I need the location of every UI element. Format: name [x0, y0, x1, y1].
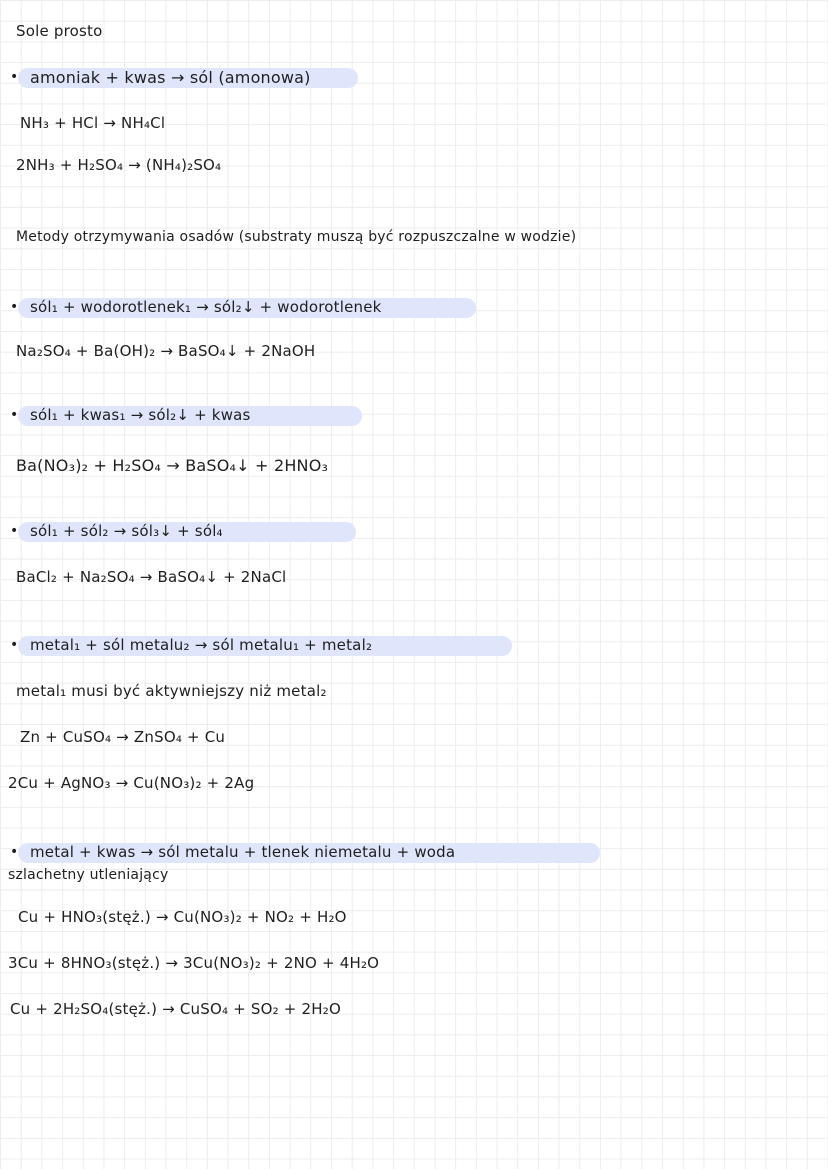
- ammonia-equation-2: 2NH₃ + H₂SO₄ → (NH₄)₂SO₄: [16, 156, 222, 174]
- bullet: •: [10, 299, 19, 315]
- methods-heading: Metody otrzymywania osadów (substraty muszą być rozpuszczalne w wodzie): [16, 229, 577, 245]
- bullet: •: [10, 844, 19, 860]
- ammonia-equation-1: NH₃ + HCl → NH₄Cl: [20, 114, 166, 132]
- metal-salt-equation-1: Zn + CuSO₄ → ZnSO₄ + Cu: [20, 728, 226, 746]
- page-title: Sole prosto: [16, 22, 103, 40]
- salt-salt-header: sól₁ + sól₂ → sól₃↓ + sól₄: [30, 522, 223, 540]
- metal-salt-equation-2: 2Cu + AgNO₃ → Cu(NO₃)₂ + 2Ag: [8, 774, 255, 792]
- bullet: •: [10, 407, 19, 423]
- noble-metal-header-line-2: szlachetny utleniający: [8, 867, 169, 883]
- salt-acid-example: Ba(NO₃)₂ + H₂SO₄ → BaSO₄↓ + 2HNO₃: [16, 456, 329, 475]
- noble-metal-equation-2: 3Cu + 8HNO₃(stęż.) → 3Cu(NO₃)₂ + 2NO + 4H₂O: [8, 954, 380, 972]
- ammonia-header: amoniak + kwas → sól (amonowa): [30, 68, 311, 87]
- noble-metal-equation-3: Cu + 2H₂SO₄(stęż.) → CuSO₄ + SO₂ + 2H₂O: [10, 1000, 341, 1018]
- bullet: •: [10, 523, 19, 539]
- salt-salt-example: BaCl₂ + Na₂SO₄ → BaSO₄↓ + 2NaCl: [16, 568, 287, 586]
- salt-base-example: Na₂SO₄ + Ba(OH)₂ → BaSO₄↓ + 2NaOH: [16, 342, 316, 360]
- salt-acid-header: sól₁ + kwas₁ → sól₂↓ + kwas: [30, 406, 251, 424]
- metal-salt-header: metal₁ + sól metalu₂ → sól metalu₁ + metal₂: [30, 636, 373, 654]
- metal-salt-condition: metal₁ musi być aktywniejszy niż metal₂: [16, 682, 327, 700]
- bullet: •: [10, 637, 19, 653]
- noble-metal-equation-1: Cu + HNO₃(stęż.) → Cu(NO₃)₂ + NO₂ + H₂O: [18, 908, 347, 926]
- salt-base-header: sól₁ + wodorotlenek₁ → sól₂↓ + wodorotlenek: [30, 298, 382, 316]
- bullet: •: [10, 69, 19, 85]
- noble-metal-header-line-1: metal + kwas → sól metalu + tlenek niemetalu + woda: [30, 843, 456, 861]
